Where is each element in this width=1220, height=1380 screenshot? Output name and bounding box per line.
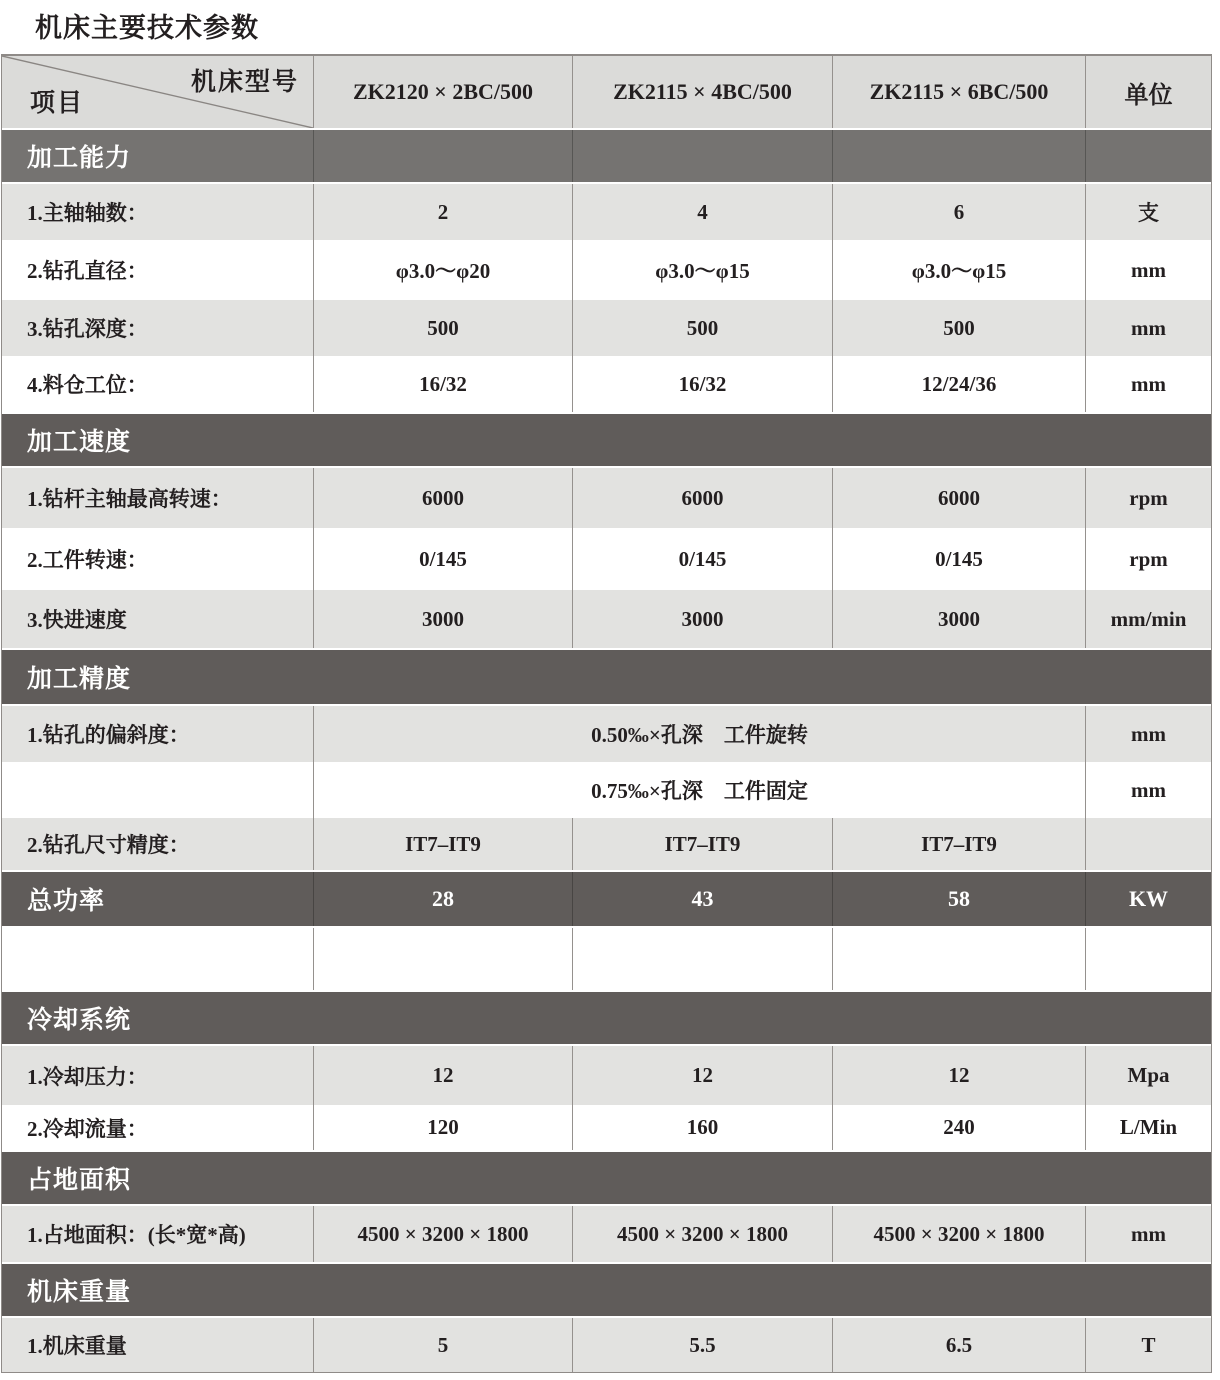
empty-cell [1086,928,1211,990]
table-row [2,706,1211,762]
unit-header-cell: 单位 [1124,82,1173,109]
unit-cell: mm [1131,721,1166,746]
table-row [2,300,1211,356]
empty-cell [2,928,314,990]
row-label: 1.冷却压力： [2,1046,314,1105]
table-row [2,1105,1211,1150]
row-label: 3.钻孔深度： [2,300,314,356]
table-row [2,1046,1211,1105]
corner-label-item: 项目 [30,90,85,117]
unit-cell: mm [1131,315,1166,340]
section-title: 冷却系统 [27,1007,132,1034]
unit-cell: T [1141,1332,1156,1357]
value-cell: 16/32 [573,356,833,412]
value-cell: 4500 × 3200 × 1800 [833,1206,1086,1262]
row-label: 2.冷却流量： [2,1105,314,1150]
value-cell: 4500 × 3200 × 1800 [573,1206,833,1262]
empty-cell [833,928,1086,990]
row-label: 2.工件转速： [2,528,314,590]
value-cell: φ3.0～φ15 [833,240,1086,300]
section-title: 占地面积 [27,1167,132,1194]
model-header-cell: ZK2115 × 4BC/500 [573,56,833,128]
value-cell: 28 [314,872,573,926]
value-cell: 0/145 [314,528,573,590]
unit-cell: mm [1131,777,1166,802]
unit-cell: rpm [1129,546,1168,571]
row-label: 1.主轴轴数： [2,184,314,240]
value-cell: φ3.0～φ20 [314,240,573,300]
corner-label-model: 机床型号 [190,69,299,96]
value-cell: 43 [573,872,833,926]
table-row [2,590,1211,648]
row-label: 2.钻孔直径： [2,240,314,300]
row-label: 4.料仓工位： [2,356,314,412]
section-title: 加工能力 [2,130,314,182]
value-cell: 4 [573,184,833,240]
value-cell: 4500 × 3200 × 1800 [314,1206,573,1262]
band-cell [833,130,1086,182]
value-cell: 0/145 [833,528,1086,590]
empty-row [2,928,1211,990]
empty-cell [314,928,573,990]
row-label: 1.占地面积：(长*宽*高) [2,1206,314,1262]
value-cell: 3000 [573,590,833,648]
table-row [2,818,1211,870]
value-cell: 12/24/36 [833,356,1086,412]
table-row [2,240,1211,300]
section-title: 加工速度 [27,429,132,456]
table-header-row [2,55,1211,128]
value-cell: 2 [314,184,573,240]
row-label: 2.钻孔尺寸精度： [2,818,314,870]
value-cell: 0/145 [573,528,833,590]
value-cell: IT7–IT9 [833,818,1086,870]
table-row [2,184,1211,240]
value-cell: 6000 [573,468,833,528]
value-cell: 6 [833,184,1086,240]
row-label: 1.钻杆主轴最高转速： [2,468,314,528]
unit-cell: mm/min [1110,606,1187,631]
value-cell: 6000 [833,468,1086,528]
row-label: 1.钻孔的偏斜度： [2,706,314,762]
band-cell [573,130,833,182]
value-cell: 12 [573,1046,833,1105]
value-cell: 3000 [833,590,1086,648]
section-band [2,412,1211,468]
value-cell: 240 [833,1105,1086,1150]
value-cell: IT7–IT9 [314,818,573,870]
value-cell: 12 [314,1046,573,1105]
value-cell: 500 [833,300,1086,356]
unit-cell: Mpa [1127,1063,1170,1087]
table-row [2,1318,1211,1372]
value-cell: 500 [314,300,573,356]
value-cell: 6.5 [833,1318,1086,1372]
unit-cell: mm [1131,371,1166,396]
value-cell: IT7–IT9 [573,818,833,870]
value-cell: φ3.0～φ15 [573,240,833,300]
section-band [2,128,1211,184]
section-band [2,870,1211,928]
table-row [2,1206,1211,1262]
merged-value-cell: 0.75‰×孔深 工件固定 [314,762,1086,818]
unit-cell: L/Min [1119,1115,1178,1139]
value-cell: 120 [314,1105,573,1150]
value-cell: 6000 [314,468,573,528]
model-header-cell: ZK2115 × 6BC/500 [833,56,1086,128]
section-title: 机床重量 [27,1279,132,1306]
section-band [2,648,1211,706]
unit-cell: 支 [1138,201,1159,225]
section-title: 总功率 [2,872,314,926]
table-row [2,762,1211,818]
model-header-cell: ZK2120 × 2BC/500 [314,56,573,128]
section-band [2,990,1211,1046]
spec-table [2,55,1211,1372]
section-band [2,1262,1211,1318]
unit-cell: mm [1131,257,1166,282]
merged-value-cell: 0.50‰×孔深 工件旋转 [314,706,1086,762]
value-cell: 16/32 [314,356,573,412]
band-cell [314,130,573,182]
table-row [2,356,1211,412]
table-row [2,528,1211,590]
value-cell: 12 [833,1046,1086,1105]
row-label [2,762,314,818]
value-cell: 160 [573,1105,833,1150]
unit-cell: mm [1131,1221,1166,1246]
empty-cell [573,928,833,990]
page-title: 机床主要技术参数 [35,13,259,43]
row-label: 3.快进速度 [2,590,314,648]
value-cell: 5.5 [573,1318,833,1372]
corner-cell [2,56,314,128]
section-band [2,1150,1211,1206]
value-cell: 58 [833,872,1086,926]
table-row [2,468,1211,528]
value-cell: 5 [314,1318,573,1372]
section-title: 加工精度 [27,666,132,693]
band-cell [1086,130,1211,182]
unit-cell: rpm [1129,485,1168,510]
unit-cell [1086,818,1211,870]
row-label: 1.机床重量 [2,1318,314,1372]
value-cell: 3000 [314,590,573,648]
value-cell: 500 [573,300,833,356]
unit-cell: KW [1128,886,1169,911]
